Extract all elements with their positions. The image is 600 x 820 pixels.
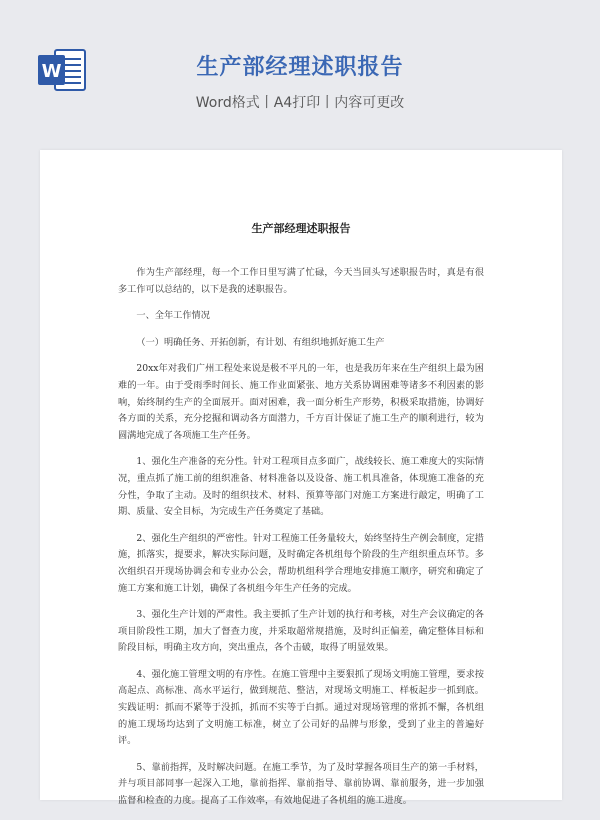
paragraph: 3、强化生产计划的严肃性。我主要抓了生产计划的执行和考核，对生产会议确定的各项目阶段性工期，加大了督查力度，并采取超常规措施，及时纠正偏差，确定整体目标和阶段目标，明确主攻方向，突出重点，各个击破，取得了明显效果。 — [118, 609, 484, 654]
document-body — [118, 265, 484, 820]
document-page — [40, 150, 562, 807]
subsection-heading: （一）明确任务、开拓创新，有计划、有组织地抓好施工生产 — [136, 336, 385, 348]
paragraph: 4、强化施工管理文明的有序性。在施工管理中主要狠抓了现场文明施工管理，要求按高起点、高标准、高水平运行，做到规范、整洁，对现场文明施工、样板起步一抓到底。实践证明：抓而不紧等于没抓，抓而不实等于白抓。通过对现场管理的常抓不懈，各机组的施工现场均达到了文明施工标准，树立了公司好的品牌与形象，受到了业主的普遍好评。 — [118, 668, 484, 747]
paragraph-intro: 作为生产部经理，每一个工作日里写满了忙碌，今天当回头写述职报告时，真是有很多工作可以总结的，以下是我的述职报告。 — [118, 267, 484, 295]
section-heading: 一、全年工作情况 — [136, 310, 210, 322]
page-header — [0, 0, 600, 150]
paragraph: 20xx年对我们广州工程处来说是极不平凡的一年，也是我历年来在生产组织上最为困难的一年。由于受雨季时间长、施工作业面紧张、地方关系协调困难等诸多不利因素的影响，始终制约生产的全面展开。面对困难，我一面分析生产形势，积极采取措施，协调好各方面的关系，充分挖掘和调动各方面潜力，千方百计保证了施工生产的顺利进行，较为圆满地完成了各项施工生产任务。 — [118, 363, 484, 441]
page-subtitle: Word格式丨A4打印丨内容可更改 — [195, 95, 405, 111]
paragraph: 2、强化生产组织的严密性。针对工程施工任务量较大，始终坚持生产例会制度，定措施，抓落实，提要求，解决实际问题，及时确定各机组每个阶段的生产组织重点环节。多次组织召开现场协调会和专业办公会，帮助机组科学合理地安排施工顺序，研究和确定了施工方案和施工计划，确保了各机组今年生产任务的完成。 — [118, 532, 484, 594]
paragraph: 5、靠前指挥，及时解决问题。在施工季节，为了及时掌握各项目生产的第一手材料，并与项目部同事一起深入工地，靠前指挥、靠前指导、靠前协调、靠前服务，进一步加强监督和检查的力度。提高了工作效率，有效地促进了各机组的施工进度。 — [118, 761, 484, 807]
page-title: 生产部经理述职报告 — [196, 55, 404, 80]
word-icon-letter: W — [41, 61, 62, 82]
document-title: 生产部经理述职报告 — [251, 222, 351, 235]
paragraph: 1、强化生产准备的充分性。针对工程项目点多面广，战线较长、施工难度大的实际情况，重点抓了施工前的组织准备、材料准备以及设备、施工机具准备，体现施工准备的充分性，争取了主动。及时的组织技术、材料、预算等部门对施工方案进行敲定，明确了工期、质量、安全目标，为完成生产任务奠定了基础。 — [118, 456, 484, 518]
